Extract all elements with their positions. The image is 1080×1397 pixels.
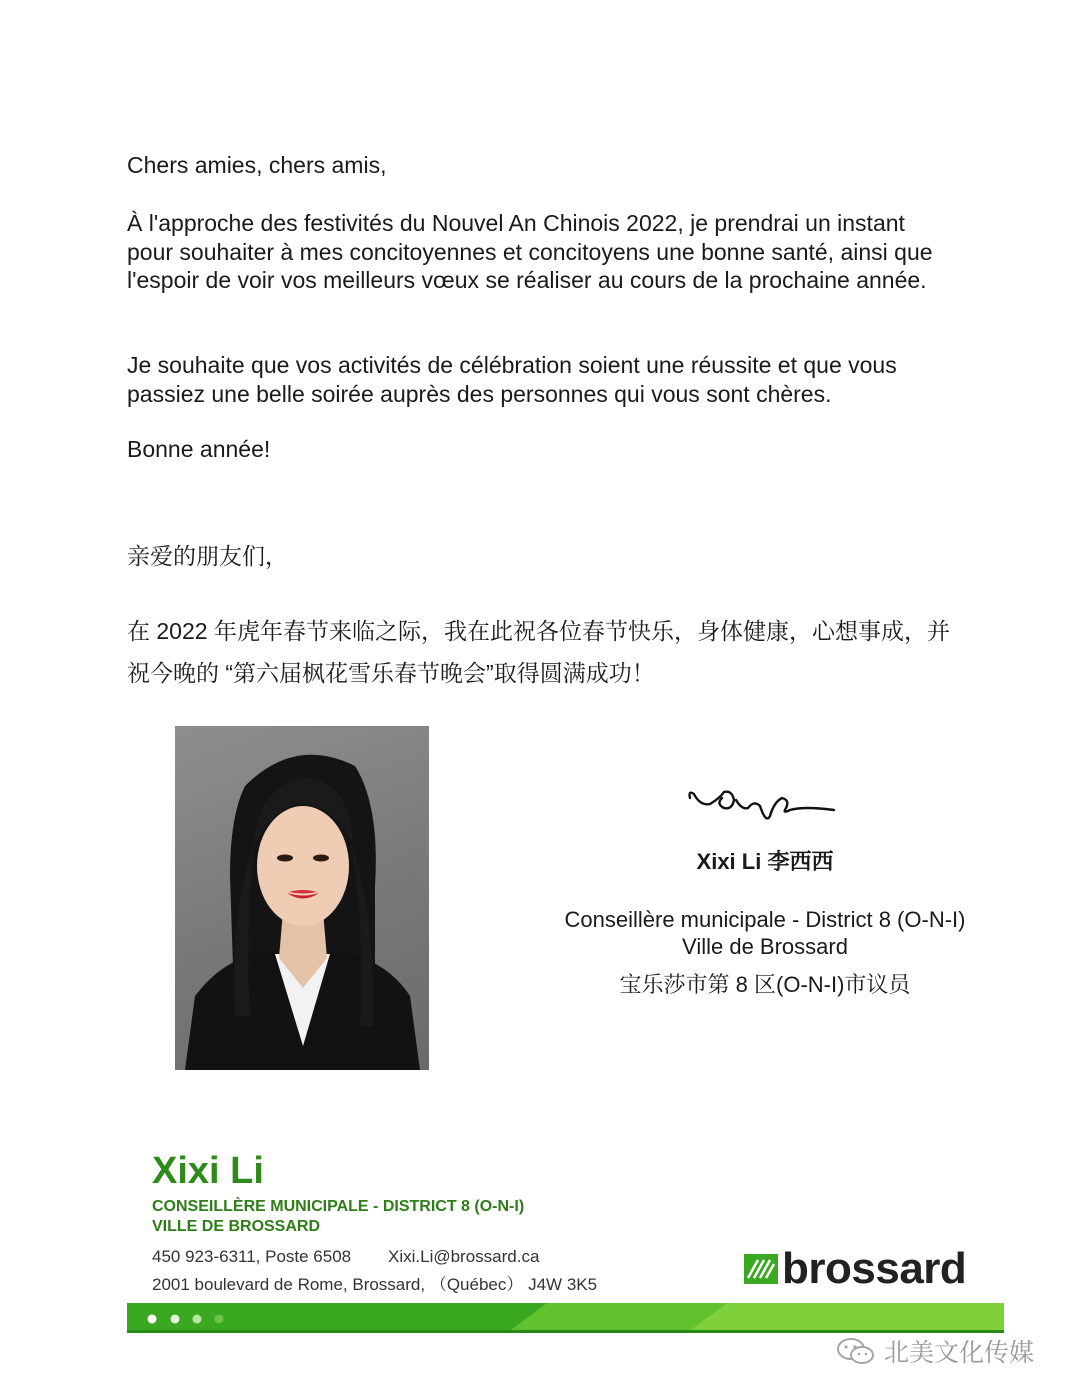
paragraph-fr-1: À l'approche des festivités du Nouvel An Chinois 2022, je prendrai un instant pour souhaiter à mes concitoyennes et concitoyens une bonne santé, ainsi que l'espoir de voir vos meilleurs vœux se réaliser au cours de la prochaine année.	[127, 210, 933, 293]
watermark	[836, 1333, 1034, 1369]
greeting-cn: 亲爱的朋友们，	[127, 543, 288, 569]
greeting-fr: Chers amies, chers amis,	[127, 152, 387, 178]
portrait-photo	[175, 726, 429, 1070]
brossard-logo	[744, 1244, 966, 1294]
footer-phone: 450 923-6311, Poste 6508	[152, 1247, 352, 1266]
footer-email: Xixi.Li@brossard.ca	[388, 1247, 540, 1266]
footer-city: VILLE DE BROSSARD	[152, 1218, 321, 1235]
footer-role: CONSEILLÈRE MUNICIPALE - DISTRICT 8 (O-N-I)	[152, 1198, 525, 1215]
footer-address: 2001 boulevard de Rome, Brossard, （Québec） J4W 3K5	[152, 1275, 598, 1294]
paragraph-cn: 在 2022 年虎年春节来临之际，我在此祝各位春节快乐，身体健康，心想事成，并祝今晚的 “第六届枫花雪乐春节晚会”取得圆满成功！	[127, 618, 950, 686]
signatory-name: Xixi Li 李西西	[696, 849, 834, 874]
handwritten-signature	[686, 786, 838, 828]
paragraph-fr-2: Je souhaite que vos activités de célébration soient une réussite et que vous passiez une belle soirée auprès des personnes qui vous sont chères.	[127, 352, 897, 407]
brossard-logo-text: brossard	[782, 1244, 967, 1293]
paragraph-fr-3: Bonne année!	[127, 436, 271, 462]
signatory-title-fr: Conseillère municipale - District 8 (O-N-I)	[564, 907, 966, 932]
watermark-text: 北美文化传媒	[884, 1339, 1035, 1367]
wechat-icon	[836, 1336, 876, 1366]
portrait-illustration	[175, 726, 429, 1070]
footer-green-band	[127, 1303, 1004, 1333]
brossard-logo-icon	[744, 1254, 778, 1284]
footer-name: Xixi Li	[152, 1150, 264, 1192]
signatory-city-fr: Ville de Brossard	[682, 934, 848, 959]
signatory-title-cn: 宝乐莎市第 8 区(O-N-I)市议员	[619, 972, 911, 997]
